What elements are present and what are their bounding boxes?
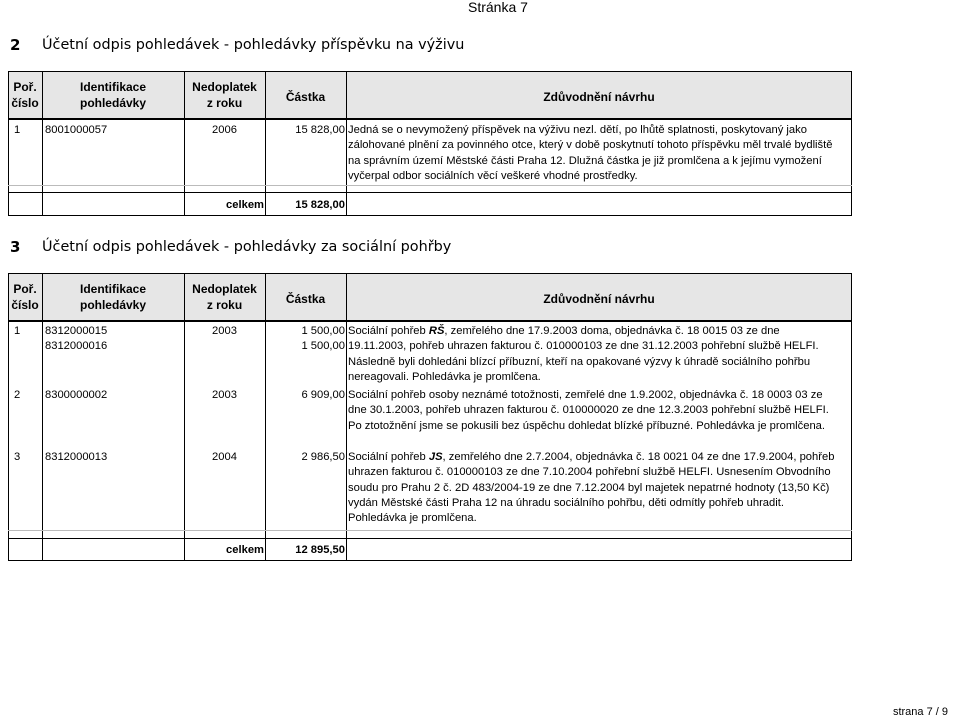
justification-text: Jedná se o nevymožený příspěvek na výživu nezl. dětí, po lhůtě splatnosti, poskytovaný jako zálohované plnění za povinného otce, který v době poskytnutí tohoto příspěvku měl trvalé bydliště na správním území Městské části Praha 12. Dlužná částka je již promlčena a k jejímu vymožení vyčerpal odbor sociálních věcí veškeré vhodné prostředky.: [348, 124, 833, 182]
amount: 2 986,50: [301, 451, 345, 463]
justification-text: Sociální pohřeb JS, zemřelého dne 2.7.2004, objednávka č. 18 0021 04 ze dne 17.9.2004, pohřeb uhrazen fakturou č. 010000103 ze dne 7.10.2004 pohřební službě HELFI. Usnesením Obvodního soudu pro Prahu 2 č. 2D 483/2004-19 ze dne 7.12.2004 byl majetek nepatrné hodnoty (13,50 Kč) vydán Městské části Praha 12 na úhradu sociálního pohřbu, děti odmítly pohřeb uhradit. Pohledávka je promlčena.: [348, 451, 835, 525]
amount: 1 500,00 1 500,00: [301, 325, 345, 352]
amount: 6 909,00: [301, 389, 345, 401]
page-header: Stránka 7: [468, 0, 528, 15]
header-identification: Identifikace pohledávky: [79, 80, 147, 110]
justification-text: Sociální pohřeb osoby neznámé totožnosti, zemřelé dne 1.9.2002, objednávka č. 18 0003 03 ze dne 30.1.2003, pohřeb uhrazen fakturou č. 010000020 ze dne 12.3.2003 pohřební službě HELFI. Po ztotožnění jsme se pokusili bez úspěchu dohledat blízké příbuzné. Pohledávka je promlčena.: [348, 389, 829, 432]
header-identification: Identifikace pohledávky: [79, 282, 147, 312]
table-row-number: 1: [14, 124, 21, 136]
header-order-number: Poř. číslo: [11, 80, 39, 110]
total-value: 15 828,00: [295, 199, 345, 211]
receivable-id: 8312000015 8312000016: [45, 325, 108, 352]
arrears-year: 2003: [212, 325, 237, 337]
header-amount: Částka: [285, 90, 326, 104]
receivable-id: 8001000057: [45, 124, 108, 136]
total-label: celkem: [226, 199, 264, 211]
table-row-number: 3: [14, 451, 21, 463]
header-amount: Částka: [285, 292, 326, 306]
total-value: 12 895,50: [295, 544, 345, 556]
arrears-year: 2003: [212, 389, 237, 401]
section-2-title: Účetní odpis pohledávek - pohledávky příspěvku na výživu: [42, 37, 465, 53]
header-arrears-year: Nedoplatek z roku: [192, 80, 257, 110]
section-3-title: Účetní odpis pohledávek - pohledávky za sociální pohřby: [42, 239, 452, 255]
arrears-year: 2006: [212, 124, 237, 136]
receivable-id: 8312000013: [45, 451, 108, 463]
header-arrears-year: Nedoplatek z roku: [192, 282, 257, 312]
section-3-number: 3: [10, 238, 21, 256]
arrears-year: 2004: [212, 451, 237, 463]
header-justification: Zdůvodnění návrhu: [543, 292, 655, 306]
receivable-id: 8300000002: [45, 389, 108, 401]
header-justification: Zdůvodnění návrhu: [543, 90, 655, 104]
header-order-number: Poř. číslo: [11, 282, 39, 312]
table-row-number: 2: [14, 389, 21, 401]
page-footer: strana 7 / 9: [892, 706, 948, 718]
justification-text: Sociální pohřeb RŠ, zemřelého dne 17.9.2003 doma, objednávka č. 18 0015 03 ze dne 19.11.2003, pohřeb uhrazen fakturou č. 010000103 ze dne 31.12.2003 pohřební službě HELFI. Následně byli dohledáni blízcí příbuzní, kteří na opakované výzvy k úhradě sociálního pohřbu nereagovali. Pohledávka je promlčena.: [348, 325, 819, 383]
total-label: celkem: [226, 544, 264, 556]
section-2-number: 2: [10, 36, 21, 54]
table-row-number: 1: [14, 325, 21, 337]
amount: 15 828,00: [295, 124, 345, 136]
